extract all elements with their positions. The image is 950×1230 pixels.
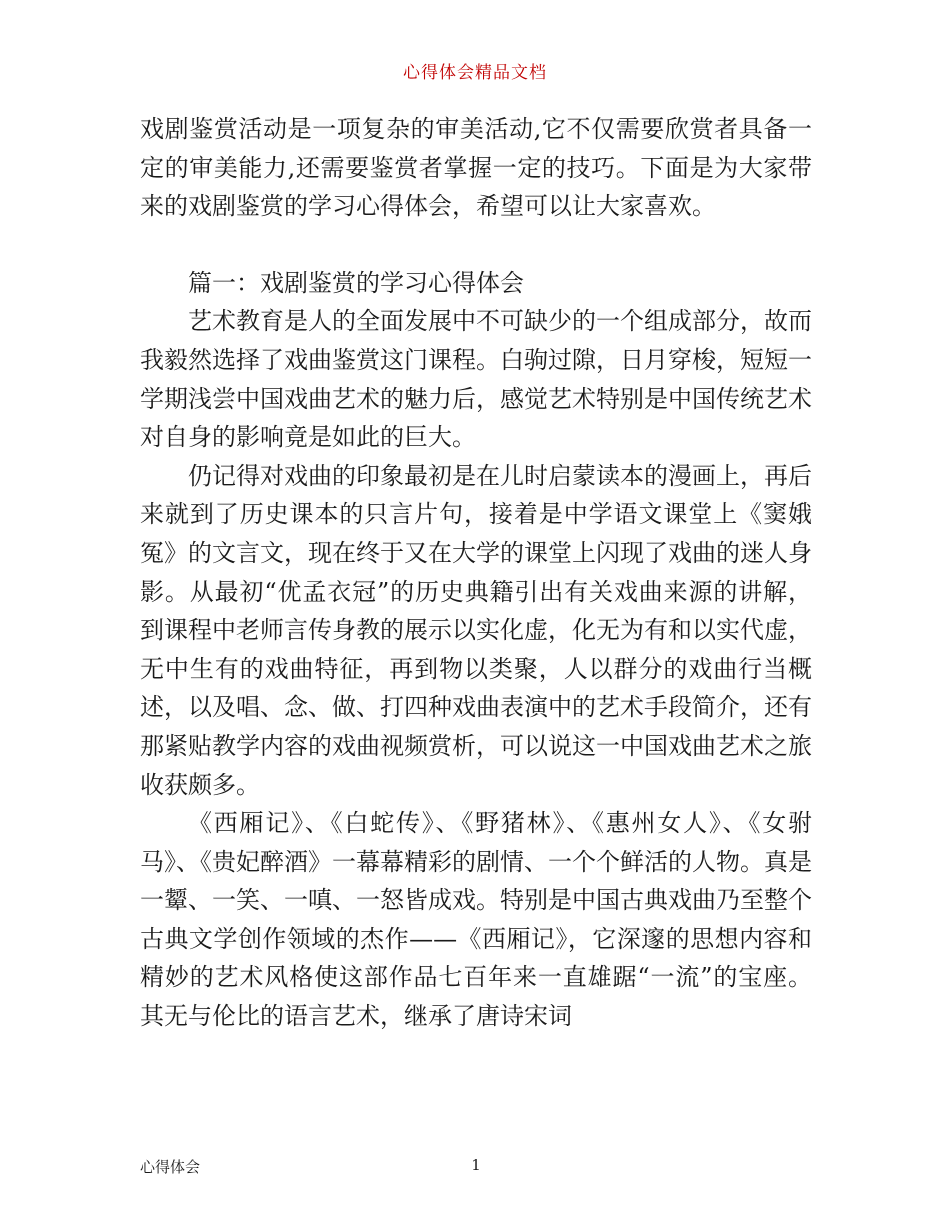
footer-label: 心得体会 — [140, 1158, 201, 1176]
paragraph-1: 艺术教育是人的全面发展中不可缺少的一个组成部分，故而我毅然选择了戏曲鉴赏这门课程。白驹过隙，日月穿梭，短短一学期浅尝中国戏曲艺术的魅力后，感觉艺术特别是中国传统艺术对自身的影响竟是如此的巨大。 — [140, 307, 812, 452]
document-body — [140, 110, 812, 1036]
paragraph-2: 仍记得对戏曲的印象最初是在儿时启蒙读本的漫画上，再后来就到了历史课本的只言片句，接着是中学语文课堂上《窦娥冤》的文言文，现在终于又在大学的课堂上闪现了戏曲的迷人身影。从最初“优孟衣冠”的历史典籍引出有关戏曲来源的讲解，到课程中老师言传身教的展示以实化虚，化无为有和以实代虚，无中生有的戏曲特征，再到物以类聚，人以群分的戏曲行当概述，以及唱、念、做、打四种戏曲表演中的艺术手段简介，还有那紧贴教学内容的戏曲视频赏析，可以说这一中国戏曲艺术之旅收获颇多。 — [140, 461, 812, 799]
paragraph-3: 《西厢记》、《白蛇传》、《野猪林》、《惠州女人》、《女驸马》、《贵妃醉酒》一幕幕精彩的剧情、一个个鲜活的人物。真是一颦、一笑、一嗔、一怒皆成戏。特别是中国古典戏曲乃至整个古典文学创作领域的杰作——《西厢记》，它深邃的思想内容和精妙的艺术风格使这部作品七百年来一直雄踞“一流”的宝座。其无与伦比的语言艺术，继承了唐诗宋词 — [140, 809, 812, 1031]
page-footer — [140, 1156, 812, 1180]
section-heading: 篇一：戏剧鉴赏的学习心得体会 — [188, 268, 524, 297]
intro-paragraph: 戏剧鉴赏活动是一项复杂的审美活动,它不仅需要欣赏者具备一定的审美能力,还需要鉴赏者掌握一定的技巧。下面是为大家带来的戏剧鉴赏的学习心得体会，希望可以让大家喜欢。 — [140, 115, 812, 221]
page-number: 1 — [471, 1156, 481, 1174]
page-header: 心得体会精品文档 — [403, 63, 547, 83]
